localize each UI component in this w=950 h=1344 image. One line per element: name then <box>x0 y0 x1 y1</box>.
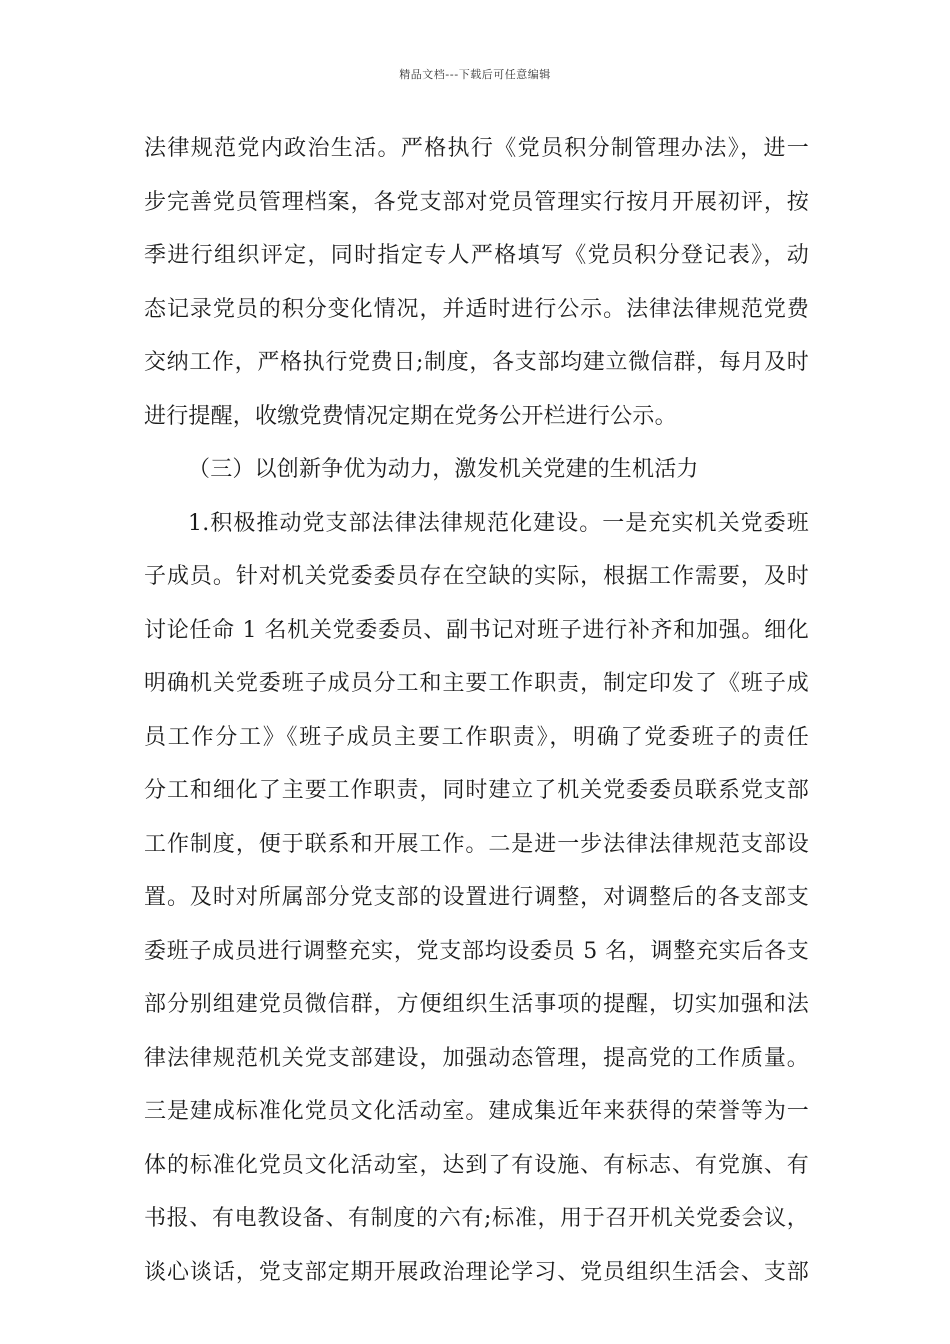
heading-line: （三）以创新争优为动力，激发机关党建的生机活力 <box>188 457 699 482</box>
text-line: 讨论任命 1 名机关党委委员、副书记对班子进行补齐和加强。细化 <box>144 617 809 643</box>
text-line: 步完善党员管理档案，各党支部对党员管理实行按月开展初评，按 <box>144 189 809 215</box>
text-line: 体的标准化党员文化活动室，达到了有设施、有标志、有党旗、有 <box>144 1152 809 1178</box>
text-line: 三是建成标准化党员文化活动室。建成集近年来获得的荣誉等为一 <box>144 1099 809 1124</box>
text-line: 委班子成员进行调整充实，党支部均设委员 5 名，调整充实后各支 <box>144 938 809 964</box>
page-header: 精品文档---下载后可任意编辑 <box>399 68 551 81</box>
text-line: 1.积极推动党支部法律法律规范化建设。一是充实机关党委班 <box>188 510 809 536</box>
paragraph <box>144 502 809 1305</box>
text-line: 置。及时对所属部分党支部的设置进行调整，对调整后的各支部支 <box>144 885 809 910</box>
text-line: 谈心谈话，党支部定期开展政治理论学习、党员组织生活会、支部 <box>144 1259 809 1285</box>
text-line: 部分别组建党员微信群，方便组织生活事项的提醒，切实加强和法 <box>144 992 809 1017</box>
text-line: 明确机关党委班子成员分工和主要工作职责，制定印发了《班子成 <box>144 671 809 696</box>
text-line: 态记录党员的积分变化情况，并适时进行公示。法律法律规范党费 <box>144 296 809 322</box>
text-line: 工作制度，便于联系和开展工作。二是进一步法律法律规范支部设 <box>144 831 809 857</box>
text-line: 法律规范党内政治生活。严格执行《党员积分制管理办法》，进一 <box>144 136 809 161</box>
text-line: 书报、有电教设备、有制度的六有;标准，用于召开机关党委会议， <box>144 1206 809 1231</box>
section-heading <box>144 448 809 502</box>
text-line: 子成员。针对机关党委委员存在空缺的实际，根据工作需要，及时 <box>144 564 809 589</box>
text-line: 员工作分工》《班子成员主要工作职责》，明确了党委班子的责任 <box>144 724 809 750</box>
text-line: 交纳工作，严格执行党费日;制度，各支部均建立微信群，每月及时 <box>144 350 809 375</box>
document-body <box>144 127 809 1304</box>
paragraph <box>144 127 809 448</box>
text-line: 律法律规范机关党支部建设，加强动态管理，提高党的工作质量。 <box>144 1045 809 1071</box>
text-line: 进行提醒，收缴党费情况定期在党务公开栏进行公示。 <box>144 403 677 429</box>
text-line: 季进行组织评定，同时指定专人严格填写《党员积分登记表》，动 <box>144 243 809 268</box>
text-line: 分工和细化了主要工作职责，同时建立了机关党委委员联系党支部 <box>144 778 809 803</box>
